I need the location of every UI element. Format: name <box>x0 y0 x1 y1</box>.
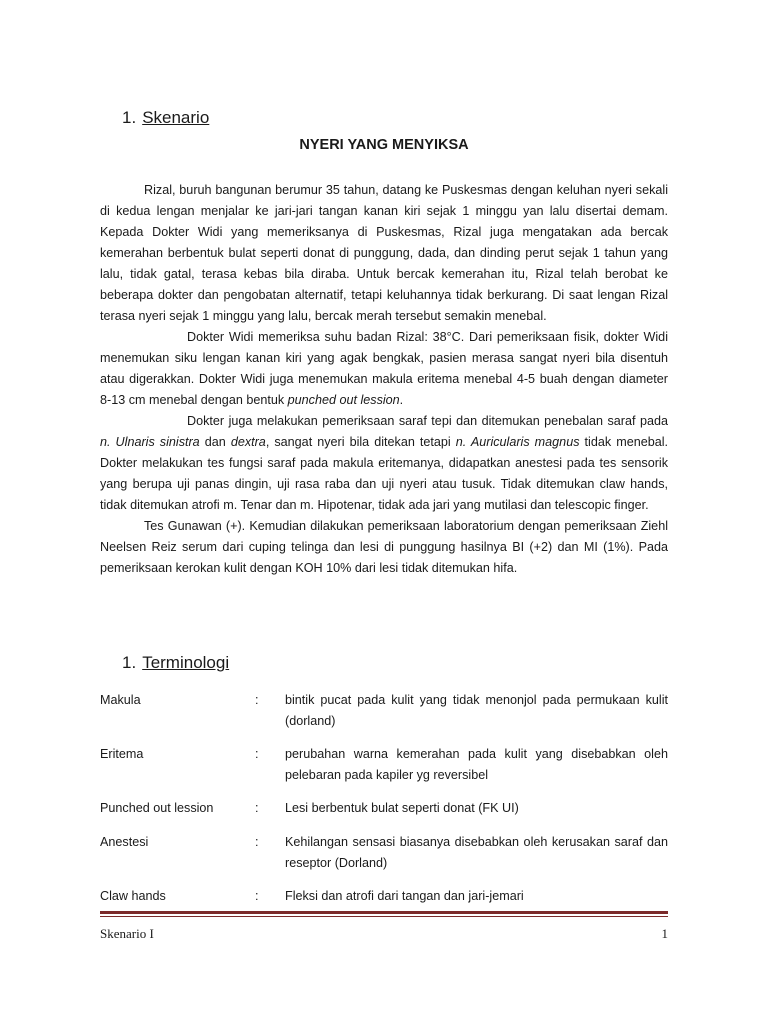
term-definition: Lesi berbentuk bulat seperti donat (FK UI) <box>285 801 519 815</box>
section-title: Terminologi <box>142 653 230 672</box>
term-name: Eritema <box>100 747 144 761</box>
term-definition: perubahan warna kemerahan pada kulit yang disebabkan oleh pelebaran pada kapiler yg reversibel <box>285 747 668 782</box>
scenario-title: NYERI YANG MENYIKSA <box>299 137 469 153</box>
paragraph-3-text-a: Dokter juga melakukan pemeriksaan saraf tepi dan ditemukan penebalan saraf pada <box>187 414 668 428</box>
term-name: Anestesi <box>100 835 149 849</box>
scenario-body <box>100 180 668 579</box>
section-title: Skenario <box>142 108 210 127</box>
paragraph-3 <box>100 411 668 516</box>
paragraph-3-text-g: tidak menebal. Dokter melakukan tes fungsi saraf pada makula eritemanya, didapatkan anestesi pada tes sensorik yang berupa uji panas dingin, uji rasa raba dan uji nyeri atau tusuk. Tidak ditemukan claw hands, tidak ditemukan atrofi m. Tenar dan m. Hipotenar, tidak ada jari yang mutilasi dan telescopic finger. <box>100 435 669 512</box>
term-colon: : <box>255 693 259 707</box>
nerve-auricularis-italic: n. Auricularis magnus <box>455 435 580 449</box>
paragraph-3-text-e: , sangat nyeri bila ditekan tetapi <box>265 435 456 449</box>
paragraph-2-italic: punched out lession <box>287 393 400 407</box>
term-definition: bintik pucat pada kulit yang tidak menonjol pada permukaan kulit (dorland) <box>285 693 668 728</box>
paragraph-3-text-c: dan <box>199 435 231 449</box>
footer-rule-thick <box>100 911 668 914</box>
paragraph-2-text: Dokter Widi memeriksa suhu badan Rizal: 38°C. Dari pemeriksaan fisik, dokter Widi menemukan siku lengan kanan kiri yang agak bengkak, pasien merasa sangat nyeri bila disentuh atau digerakkan. Dokter Widi juga menemukan makula eritema menebal 4-5 buah dengan diameter 8-13 cm menebal dengan bentuk <box>100 330 668 407</box>
section-number: 1. <box>122 653 137 672</box>
section-heading-terminologi <box>122 653 229 673</box>
paragraph-1: Rizal, buruh bangunan berumur 35 tahun, datang ke Puskesmas dengan keluhan nyeri sekali di kedua lengan menjalar ke jari-jari tangan kanan kiri sejak 1 minggu yan lalu disertai demam. Kepada Dokter Widi yang memeriksanya di Puskesmas, Rizal juga mengatakan ada bercak kemerahan berbentuk bulat seperti donat di punggung, dada, dan dinding perut sejak 1 tahun yang lalu, tidak gatal, terasa kebas bila diraba. Untuk bercak kemerahan itu, Rizal telah berobat ke beberapa dokter dan pengobatan alternatif, tetapi keluhannya tidak berkurang. Di saat lengan Rizal terasa nyeri sejak 1 minggu yang lalu, bercak merah tersebut semakin menebal. <box>100 183 668 323</box>
section-number: 1. <box>122 108 137 127</box>
term-colon: : <box>255 889 259 903</box>
nerve-ulnaris-italic: n. Ulnaris sinistra <box>100 435 200 449</box>
term-name: Makula <box>100 693 141 707</box>
paragraph-2-end: . <box>399 393 404 407</box>
footer-label: Skenario I <box>100 926 154 941</box>
paragraph-2 <box>100 327 668 411</box>
term-name: Punched out lession <box>100 801 214 815</box>
term-definition: Kehilangan sensasi biasanya disebabkan oleh kerusakan saraf dan reseptor (Dorland) <box>285 835 668 870</box>
footer-rule-thin <box>100 916 668 917</box>
term-colon: : <box>255 801 259 815</box>
dextra-italic: dextra <box>230 435 266 449</box>
paragraph-4: Tes Gunawan (+). Kemudian dilakukan pemeriksaan laboratorium dengan pemeriksaan Ziehl Neelsen Reiz serum dari cuping telinga dan lesi di punggung hasilnya BI (+2) dan MI (1%). Pada pemeriksaan kerokan kulit dengan KOH 10% dari lesi tidak ditemukan hifa. <box>100 519 668 575</box>
term-name: Claw hands <box>100 889 166 903</box>
page-number: 1 <box>661 926 668 941</box>
term-definition: Fleksi dan atrofi dari tangan dan jari-jemari <box>285 889 524 903</box>
section-heading-skenario <box>122 108 209 128</box>
term-colon: : <box>255 835 259 849</box>
term-colon: : <box>255 747 259 761</box>
